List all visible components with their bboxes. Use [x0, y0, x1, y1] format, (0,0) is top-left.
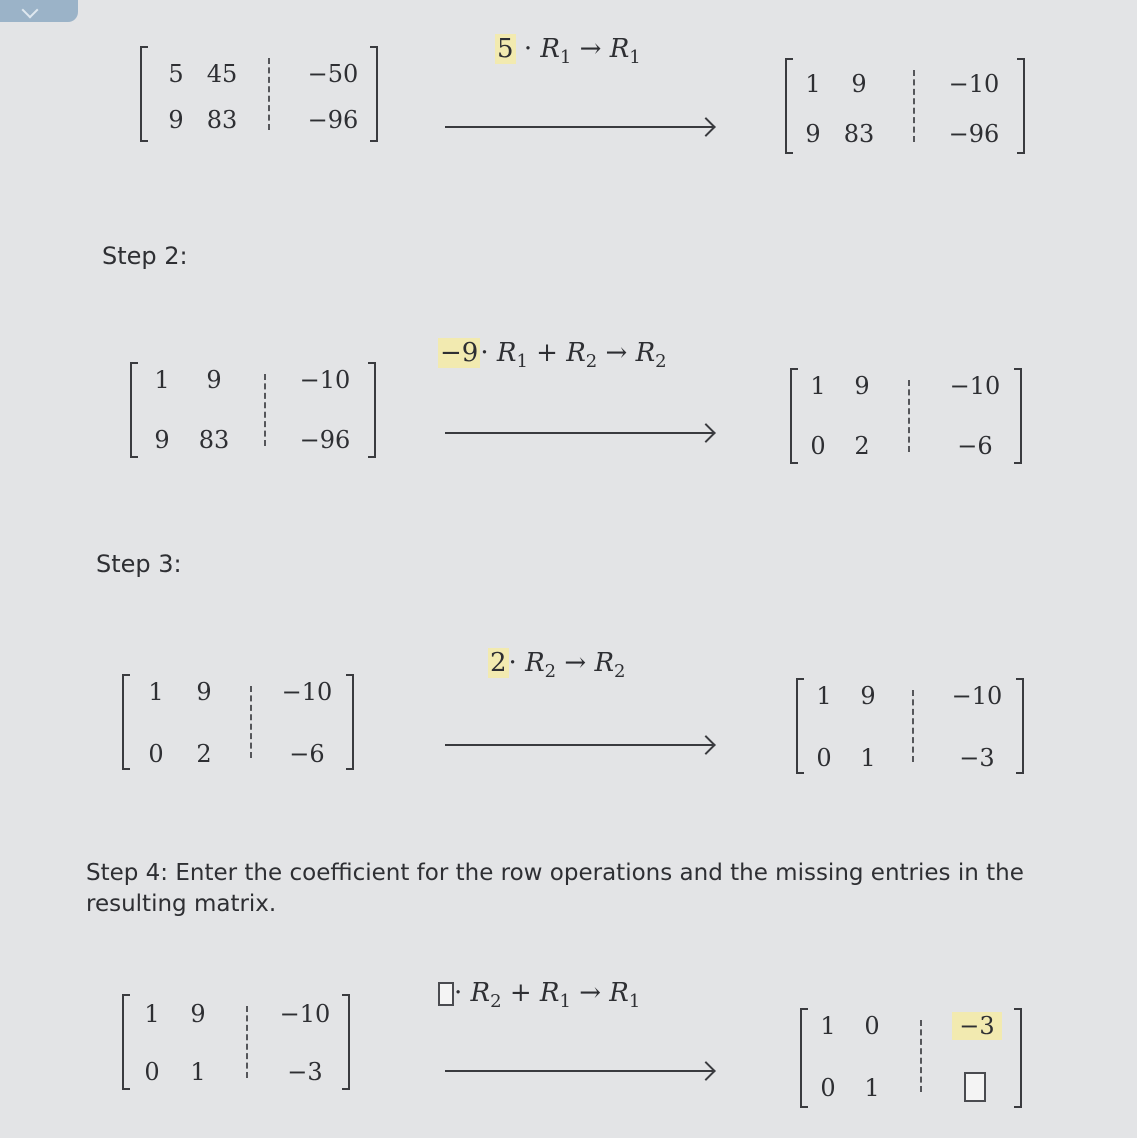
step1-arrow: [445, 126, 713, 128]
matrix-entry: −96: [307, 106, 359, 134]
matrix-entry: −96: [299, 426, 351, 454]
matrix-entry: 9: [805, 120, 821, 148]
matrix-entry: −50: [307, 60, 359, 88]
step4-from-matrix: [122, 994, 350, 1090]
augment-divider: [913, 70, 915, 142]
matrix-entry: 9: [196, 678, 212, 706]
missing-entry-input[interactable]: [964, 1072, 986, 1102]
step3-to-matrix: [796, 678, 1024, 774]
matrix-entry: 9: [190, 1000, 206, 1028]
matrix-entry: 9: [851, 70, 867, 98]
matrix-entry: 0: [816, 744, 832, 772]
augment-divider: [268, 58, 270, 130]
matrix-entry: 1: [860, 744, 876, 772]
step1-row-operation: $5 \cdot R_1 \to R_1$: [497, 34, 641, 68]
matrix-entry-filled[interactable]: −3: [952, 1012, 1002, 1040]
matrix-entry: −6: [289, 740, 325, 768]
matrix-entry: 45: [206, 60, 238, 88]
matrix-entry: 1: [820, 1012, 836, 1040]
step2-to-matrix: [790, 368, 1022, 464]
matrix-entry: 0: [144, 1058, 160, 1086]
step4-row-operation: · $R_2 + R_1 \to R_1$: [438, 978, 640, 1008]
matrix-entry: −10: [949, 372, 1001, 400]
matrix-entry: 9: [854, 372, 870, 400]
matrix-entry: 1: [864, 1074, 880, 1102]
step4-arrow: [445, 1070, 713, 1072]
matrix-entry: 0: [864, 1012, 880, 1040]
step2-arrow: [445, 432, 713, 434]
augment-divider: [908, 380, 910, 452]
matrix-entry: 2: [854, 432, 870, 460]
matrix-entry: 0: [810, 432, 826, 460]
step4-instruction: Step 4: Enter the coefficient for the row operations and the missing entries in the resulting matrix.: [86, 860, 1024, 917]
matrix-entry: 9: [206, 366, 222, 394]
matrix-entry: 83: [198, 426, 230, 454]
matrix-entry: 1: [144, 1000, 160, 1028]
matrix-entry: 1: [190, 1058, 206, 1086]
matrix-entry: −3: [959, 744, 995, 772]
step2-row-operation: $-9\cdot R_1 + R_2 \to R_2$: [440, 338, 667, 372]
matrix-entry: 9: [168, 106, 184, 134]
step1-from-matrix: [140, 46, 378, 142]
coefficient-input[interactable]: [438, 982, 454, 1006]
matrix-entry: −6: [957, 432, 993, 460]
matrix-entry: 83: [206, 106, 238, 134]
header-tab[interactable]: [0, 0, 78, 22]
step3-arrow: [445, 744, 713, 746]
matrix-entry: 9: [860, 682, 876, 710]
matrix-entry: 1: [148, 678, 164, 706]
step1-to-matrix: [785, 58, 1025, 154]
matrix-entry: −10: [279, 1000, 331, 1028]
step2-from-matrix: [130, 362, 376, 458]
matrix-entry: 1: [805, 70, 821, 98]
step4-to-matrix: [800, 1008, 1022, 1108]
matrix-entry: −3: [287, 1058, 323, 1086]
matrix-entry: 9: [154, 426, 170, 454]
step3-label: Step 3:: [96, 550, 182, 578]
augment-divider: [246, 1006, 248, 1078]
matrix-entry: 1: [810, 372, 826, 400]
step2-label: Step 2:: [102, 242, 188, 270]
augment-divider: [912, 690, 914, 762]
matrix-entry: −10: [281, 678, 333, 706]
matrix-entry: 0: [820, 1074, 836, 1102]
matrix-entry: −96: [948, 120, 1000, 148]
matrix-entry: −10: [951, 682, 1003, 710]
augment-divider: [920, 1020, 922, 1092]
matrix-entry: 83: [843, 120, 875, 148]
matrix-entry: −10: [948, 70, 1000, 98]
matrix-entry: −10: [299, 366, 351, 394]
matrix-entry: 0: [148, 740, 164, 768]
matrix-entry: 5: [168, 60, 184, 88]
matrix-entry: 1: [154, 366, 170, 394]
step3-row-operation: $2\cdot R_2 \to R_2$: [490, 648, 626, 682]
step3-from-matrix: [122, 674, 354, 770]
augment-divider: [250, 686, 252, 758]
matrix-entry: 1: [816, 682, 832, 710]
augment-divider: [264, 374, 266, 446]
matrix-entry: 2: [196, 740, 212, 768]
